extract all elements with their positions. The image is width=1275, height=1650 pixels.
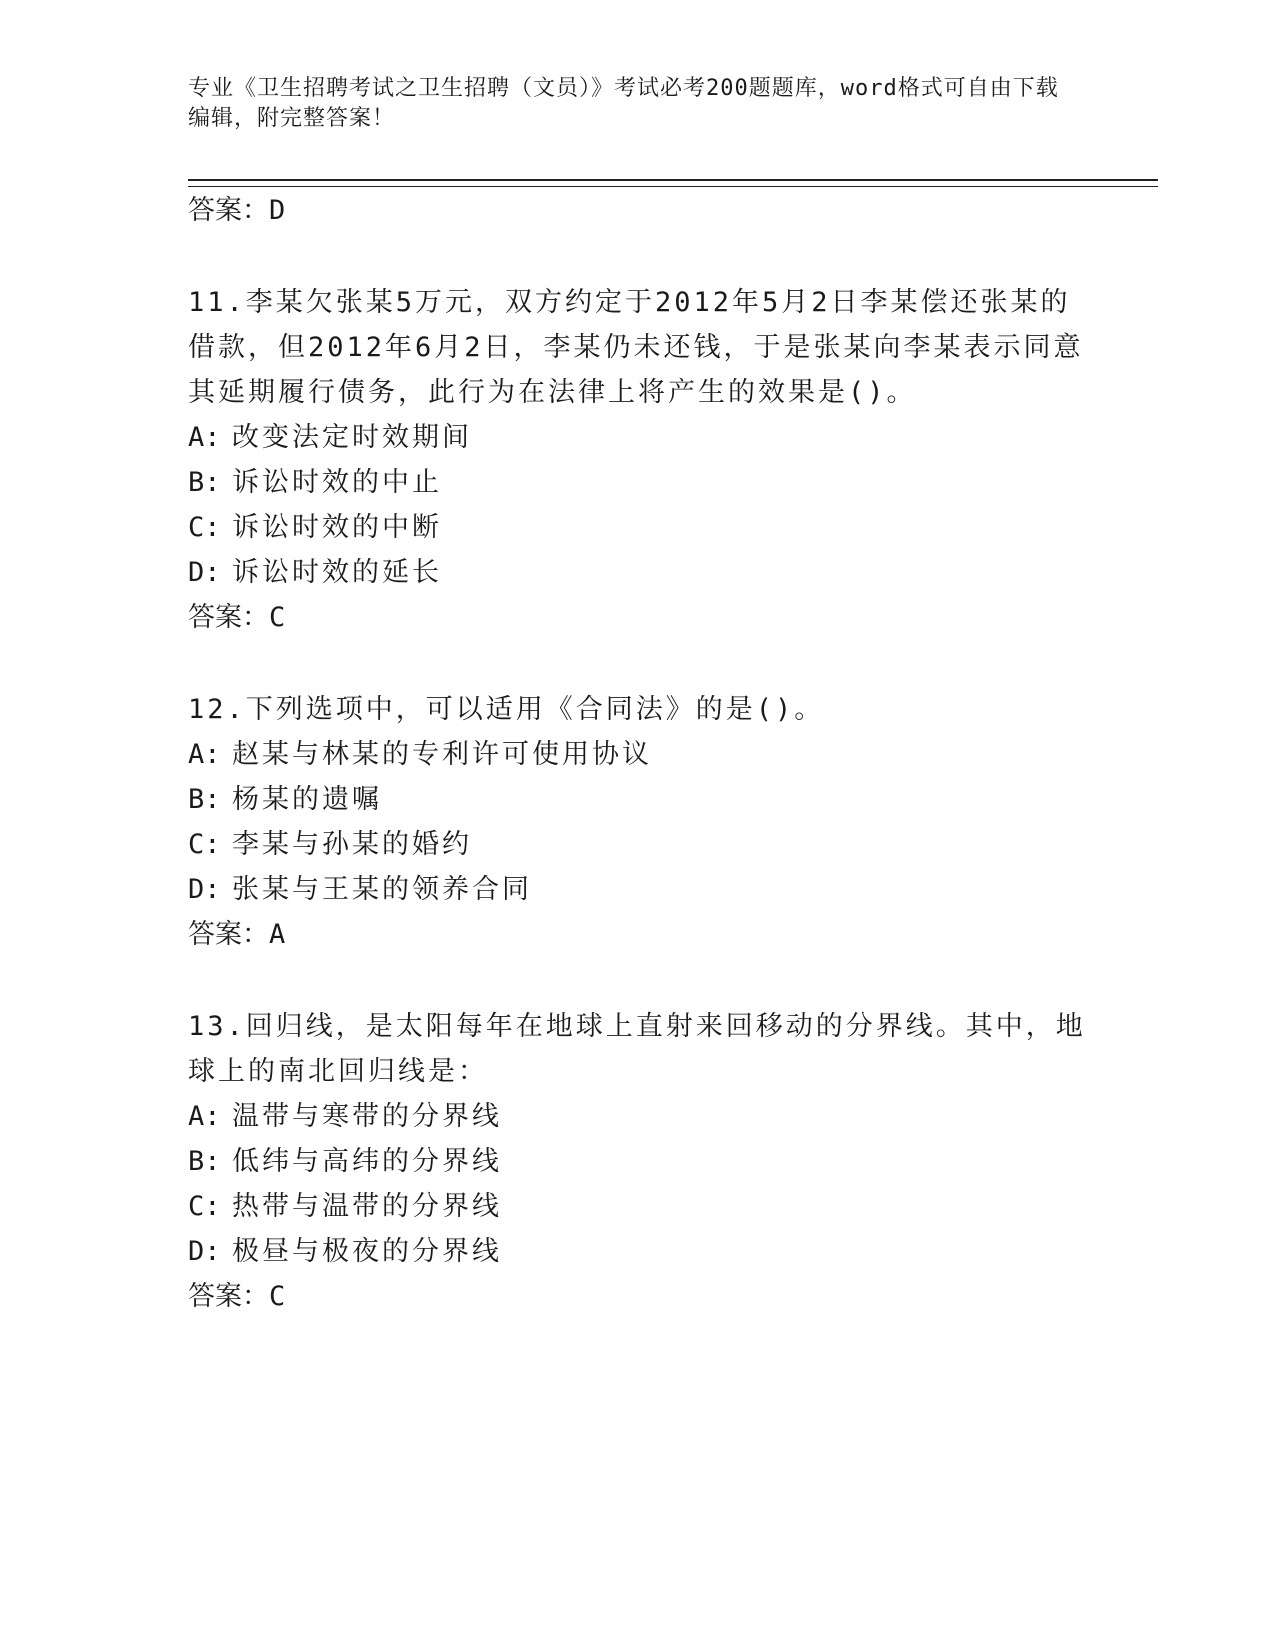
option-text: 极昼与极夜的分界线 xyxy=(232,1236,502,1267)
option-text: 张某与王某的领养合同 xyxy=(232,874,532,905)
option-item xyxy=(188,505,1088,550)
page-header: 专业《卫生招聘考试之卫生招聘（文员）》考试必考200题题库，word格式可自由下载编辑，附完整答案！ xyxy=(188,76,1059,131)
question-block xyxy=(188,687,1088,958)
option-text: 诉讼时效的中止 xyxy=(232,467,442,498)
option-letter: B: xyxy=(188,784,221,815)
option-letter: D: xyxy=(188,874,221,905)
option-letter: C: xyxy=(188,1191,221,1222)
option-item xyxy=(188,1139,1088,1184)
option-item xyxy=(188,867,1088,912)
option-letter: D: xyxy=(188,1236,221,1267)
option-item xyxy=(188,777,1088,822)
option-text: 诉讼时效的中断 xyxy=(232,512,442,543)
option-text: 低纬与高纬的分界线 xyxy=(232,1146,502,1177)
option-item xyxy=(188,1094,1088,1139)
option-item xyxy=(188,1229,1088,1274)
option-text: 诉讼时效的延长 xyxy=(232,557,442,588)
answer-label: 答案： xyxy=(188,195,269,226)
answer-line xyxy=(188,912,1088,958)
option-text: 赵某与林某的专利许可使用协议 xyxy=(232,739,652,770)
answer-line xyxy=(188,1274,1088,1320)
option-text: 杨某的遗嘱 xyxy=(232,784,382,815)
document-body xyxy=(188,188,1088,1320)
option-item xyxy=(188,460,1088,505)
answer-label: 答案： xyxy=(188,919,269,950)
option-letter: C: xyxy=(188,512,221,543)
answer-line xyxy=(188,595,1088,641)
option-item xyxy=(188,415,1088,460)
answer-value: A xyxy=(269,919,286,950)
question-stem: 12.下列选项中，可以适用《合同法》的是()。 xyxy=(188,694,825,725)
answer-line xyxy=(188,188,1088,234)
answer-label: 答案： xyxy=(188,602,269,633)
option-item xyxy=(188,1184,1088,1229)
option-letter: D: xyxy=(188,557,221,588)
question-block xyxy=(188,1004,1088,1320)
option-letter: C: xyxy=(188,829,221,860)
question-stem: 11.李某欠张某5万元，双方约定于2012年5月2日李某偿还张某的借款，但2012年6月2日，李某仍未还钱，于是张某向李某表示同意其延期履行债务，此行为在法律上将产生的效果是()。 xyxy=(188,287,1084,408)
option-letter: B: xyxy=(188,1146,221,1177)
option-letter: B: xyxy=(188,467,221,498)
option-item xyxy=(188,550,1088,595)
answer-value: C xyxy=(269,602,286,633)
answer-value: D xyxy=(269,195,286,226)
question-stem: 13.回归线，是太阳每年在地球上直射来回移动的分界线。其中，地球上的南北回归线是： xyxy=(188,1011,1086,1087)
option-letter: A: xyxy=(188,1101,221,1132)
option-text: 温带与寒带的分界线 xyxy=(232,1101,502,1132)
option-text: 改变法定时效期间 xyxy=(232,422,472,453)
answer-label: 答案： xyxy=(188,1281,269,1312)
answer-value: C xyxy=(269,1281,286,1312)
question-block xyxy=(188,280,1088,641)
option-letter: A: xyxy=(188,739,221,770)
option-text: 李某与孙某的婚约 xyxy=(232,829,472,860)
option-text: 热带与温带的分界线 xyxy=(232,1191,502,1222)
option-letter: A: xyxy=(188,422,221,453)
header-divider xyxy=(188,179,1158,187)
option-item xyxy=(188,822,1088,867)
option-item xyxy=(188,732,1088,777)
